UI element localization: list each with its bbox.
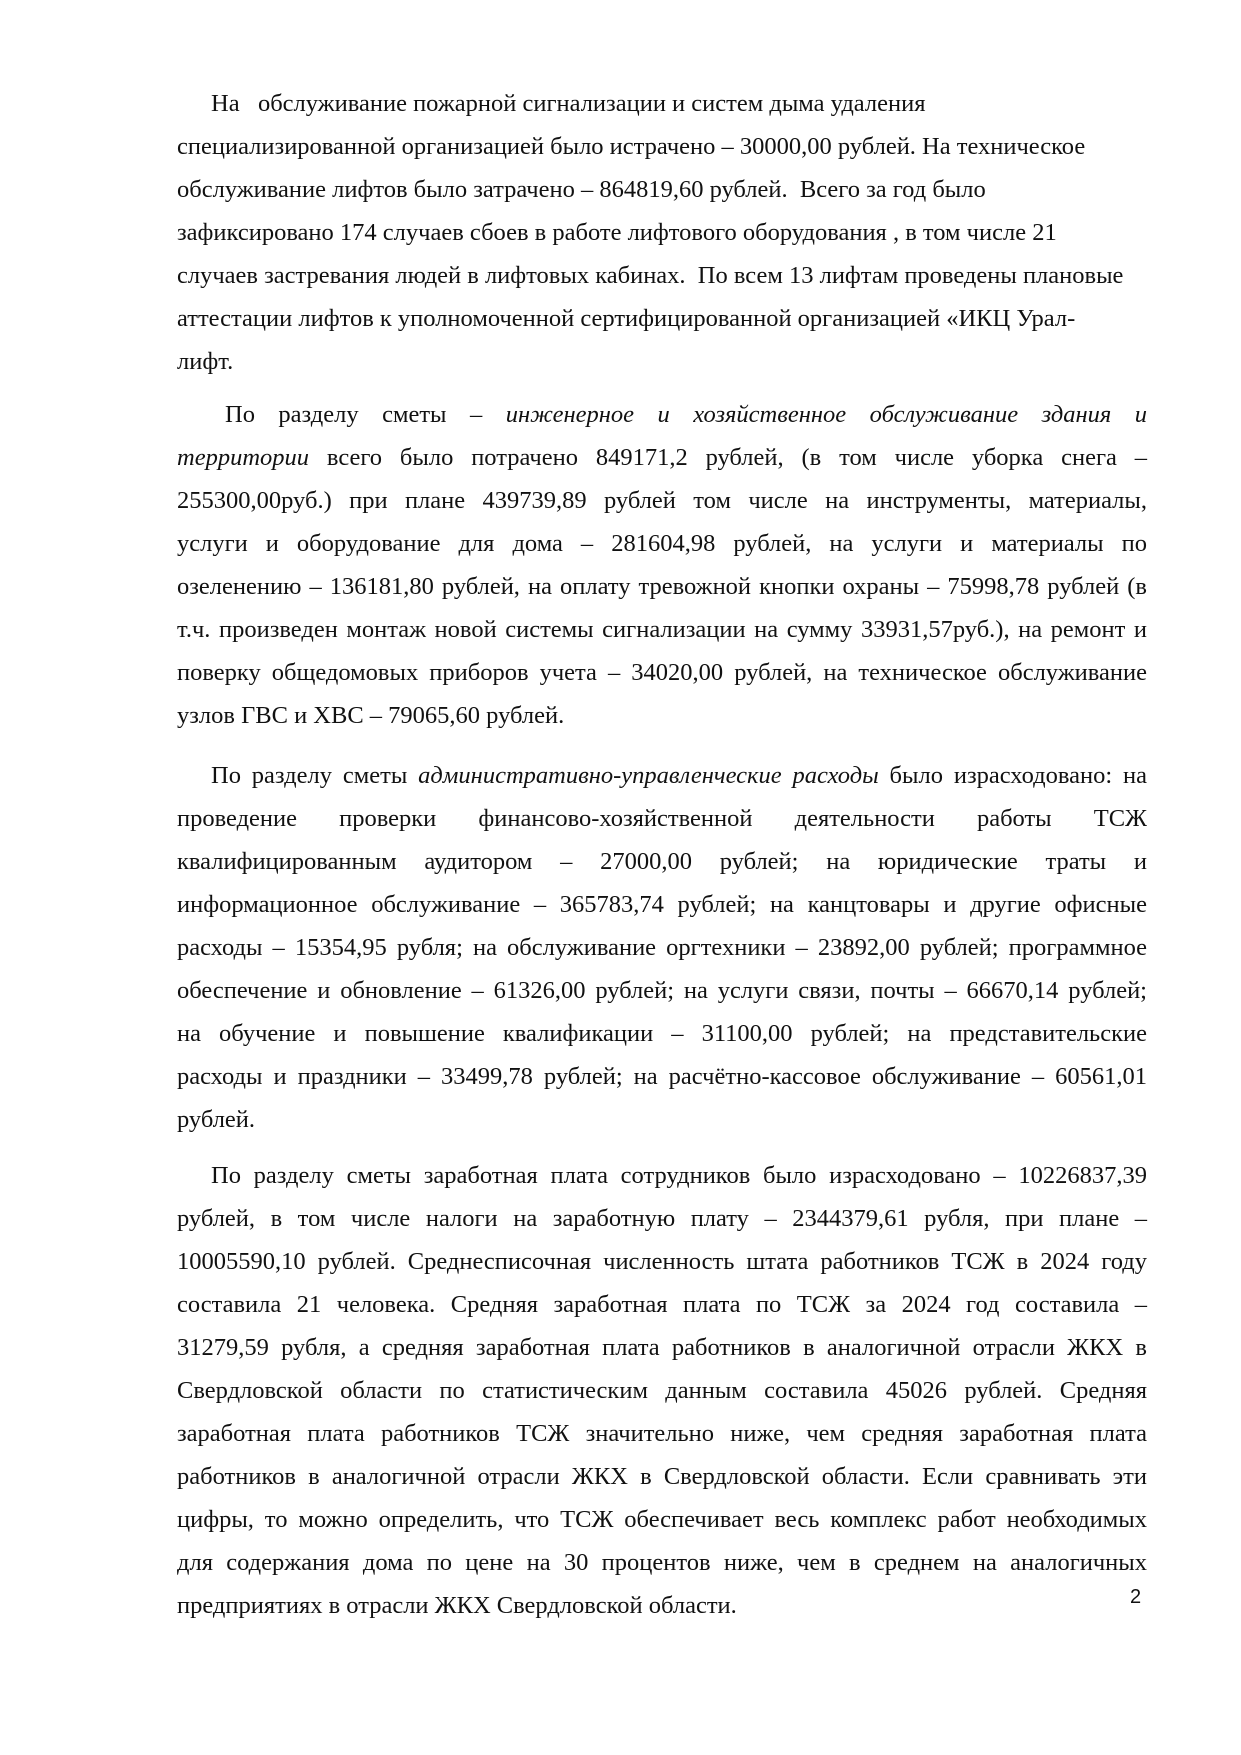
paragraph-line: для содержания дома по цене на 30 процентов ниже, чем в среднем на аналогичных <box>177 1549 1147 1576</box>
paragraph-text: По разделу сметы – <box>225 401 506 428</box>
paragraph-elevator-maintenance <box>177 82 1147 383</box>
paragraph-line: на обучение и повышение квалификации – 31100,00 рублей; на представительские <box>177 1020 1147 1047</box>
paragraph-line: На обслуживание пожарной сигнализации и систем дыма удаления <box>211 90 926 117</box>
paragraph-line: заработная плата работников ТСЖ значительно ниже, чем средняя заработная плата <box>177 1420 1147 1447</box>
paragraph-line: специализированной организацией было истрачено – 30000,00 рублей. На техническое <box>177 133 1086 160</box>
paragraph-line: услуги и оборудование для дома – 281604,98 рублей, на услуги и материалы по <box>177 530 1147 557</box>
paragraph-text: всего было потрачено 849171,2 рублей, (в том числе уборка снега – <box>309 444 1147 471</box>
paragraph-line: обеспечение и обновление – 61326,00 рублей; на услуги связи, почты – 66670,14 рублей; <box>177 977 1147 1004</box>
paragraph-line: квалифицированным аудитором – 27000,00 рублей; на юридические траты и <box>177 848 1147 875</box>
paragraph-line: расходы – 15354,95 рубля; на обслуживание оргтехники – 23892,00 рублей; программное <box>177 934 1147 961</box>
italic-section-title: территории <box>177 444 310 471</box>
paragraph-line <box>177 754 1147 797</box>
paragraph-line: рублей. <box>177 1106 256 1133</box>
paragraph-line: составила 21 человека. Средняя заработная плата по ТСЖ за 2024 год составила – <box>177 1291 1147 1318</box>
paragraph-line: т.ч. произведен монтаж новой системы сигнализации на сумму 33931,57руб.), на ремонт и <box>177 616 1147 643</box>
italic-section-title: инженерное и хозяйственное обслуживание здания и <box>505 401 1147 428</box>
paragraph-line: По разделу сметы заработная плата сотрудников было израсходовано – 10226837,39 <box>211 1162 1147 1189</box>
paragraph-line <box>177 393 1147 436</box>
paragraph-line: проведение проверки финансово-хозяйственной деятельности работы ТСЖ <box>177 805 1147 832</box>
paragraph-line: расходы и праздники – 33499,78 рублей; на расчётно-кассовое обслуживание – 60561,01 <box>177 1063 1147 1090</box>
paragraph-line <box>177 436 1147 479</box>
paragraph-line: лифт. <box>177 348 234 375</box>
paragraph-line: 31279,59 рубля, а средняя заработная плата работников в аналогичной отрасли ЖКХ в <box>177 1334 1147 1361</box>
paragraph-text: По разделу сметы <box>211 762 419 789</box>
paragraph-line: цифры, то можно определить, что ТСЖ обеспечивает весь комплекс работ необходимых <box>177 1506 1147 1533</box>
paragraph-text: было израсходовано: на <box>878 762 1148 789</box>
paragraph-line: аттестации лифтов к уполномоченной сертифицированной организацией «ИКЦ Урал- <box>177 305 1076 332</box>
paragraph-line: обслуживание лифтов было затрачено – 864819,60 рублей. Всего за год было <box>177 176 986 203</box>
paragraph-line: предприятиях в отрасли ЖКХ Свердловской области. <box>177 1592 737 1619</box>
paragraph-line: поверку общедомовых приборов учета – 34020,00 рублей, на техническое обслуживание <box>177 659 1147 686</box>
paragraph-line: Свердловской области по статистическим данным составила 45026 рублей. Средняя <box>177 1377 1147 1404</box>
paragraph-line: зафиксировано 174 случаев сбоев в работе лифтового оборудования , в том числе 21 <box>177 219 1057 246</box>
paragraph-line: случаев застревания людей в лифтовых кабинах. По всем 13 лифтам проведены плановые <box>177 262 1124 289</box>
page-number: 2 <box>1130 1586 1142 1608</box>
paragraph-line: работников в аналогичной отрасли ЖКХ в Свердловской области. Если сравнивать эти <box>177 1463 1147 1490</box>
paragraph-line: озеленению – 136181,80 рублей, на оплату тревожной кнопки охраны – 75998,78 рублей (в <box>177 573 1147 600</box>
paragraph-line: 255300,00руб.) при плане 439739,89 рублей том числе на инструменты, материалы, <box>177 487 1147 514</box>
paragraph-engineering-maintenance <box>177 393 1147 737</box>
paragraph-line: рублей, в том числе налоги на заработную плату – 2344379,61 рубля, при плане – <box>177 1205 1147 1232</box>
paragraph-salary <box>177 1154 1147 1627</box>
paragraph-administrative-expenses <box>177 754 1147 1141</box>
paragraph-line: 10005590,10 рублей. Среднесписочная численность штата работников ТСЖ в 2024 году <box>177 1248 1147 1275</box>
paragraph-line: информационное обслуживание – 365783,74 рублей; на канцтовары и другие офисные <box>177 891 1147 918</box>
paragraph-line: узлов ГВС и ХВС – 79065,60 рублей. <box>177 702 565 729</box>
italic-section-title: административно-управленческие расходы <box>418 762 879 789</box>
